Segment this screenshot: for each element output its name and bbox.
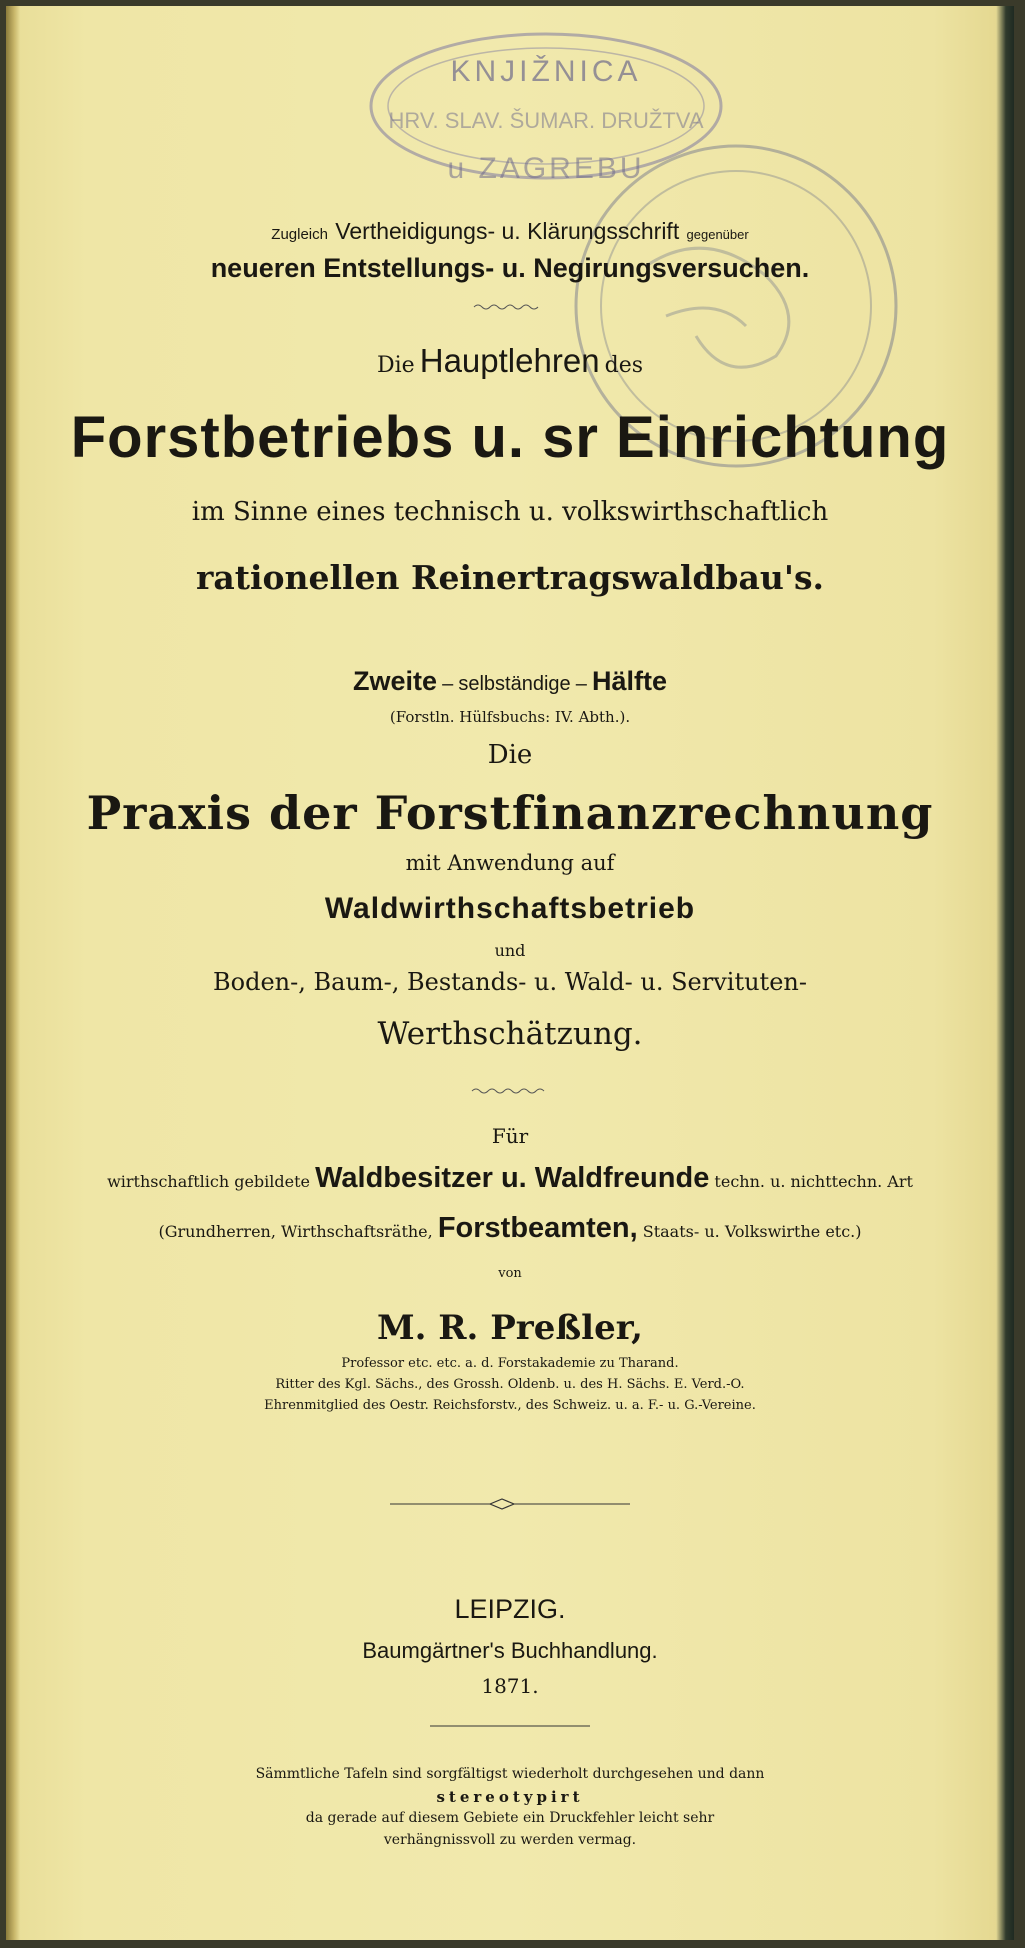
author-title-1: Professor etc. etc. a. d. Forstakademie zu Tharand. [341,1356,679,1371]
audience-post: techn. u. nichttechn. Art [714,1172,913,1191]
main-title-line-2: Forstbetriebs u. sr Einrichtung [70,405,950,470]
place: LEIPZIG. [454,1594,566,1624]
boden-line: Boden-, Baum-, Bestands- u. Wald- u. Servituten- [213,968,807,996]
subtitle-suffix: gegenüber [686,227,749,242]
audience2-post: Staats- u. Volkswirthe etc.) [642,1222,862,1241]
fuer-label: Für [491,1124,529,1148]
part-note: (Forstln. Hülfsbuchs: IV. Abth.). [389,708,631,726]
subtitle-main: Vertheidigungs- u. Klärungsschrift [335,218,680,244]
part-b: selbständige [458,673,571,695]
publisher: Baumgärtner's Buchhandlung. [362,1638,658,1663]
mit-anwendung: mit Anwendung auf [405,851,615,875]
von-label: von [498,1266,522,1281]
year: 1871. [481,1674,539,1698]
audience-line-2 [6,1212,1014,1245]
note-line-3: da gerade auf diesem Gebiete ein Druckfehler leicht sehr [305,1810,715,1826]
main-title-line-3: im Sinne eines technisch u. volkswirthschaftlich [191,497,829,527]
audience-main: Waldbesitzer u. Waldfreunde [315,1162,710,1194]
stamp-library-city: u ZAGREBU [447,152,645,185]
note-line-1: Sämmtliche Tafeln sind sorgfältigst wiederholt durchgesehen und dann [255,1766,765,1782]
ornament-squiggle-1 [472,302,542,312]
author-title-2: Ritter des Kgl. Sächs., des Grossh. Oldenb. u. des H. Sächs. E. Verd.-O. [275,1377,745,1392]
main-title-prefix: Die [376,353,415,378]
werthschaetzung: Werthschätzung. [377,1016,643,1052]
und-label: und [494,941,526,960]
audience-line-1 [6,1162,1014,1195]
die-label: Die [487,740,533,770]
stamp-library-text: KNJIŽNICA [450,55,642,88]
main-title-line-1 [6,342,1014,380]
audience-pre: wirthschaftlich gebildete [107,1172,311,1191]
subtitle-line-1 [6,218,1014,245]
waldwirthschaft: Waldwirthschaftsbetrieb [324,892,696,925]
title-page [6,6,1014,1940]
main-title-line-4: rationellen Reinertragswaldbau's. [195,558,825,597]
part-line [6,666,1014,697]
part-dash-2: – [575,673,587,695]
author-name: M. R. Preßler, [376,1308,643,1348]
subtitle-prefix: Zugleich [271,226,328,243]
rule-line [430,1724,590,1728]
audience2-pre: (Grundherren, Wirthschaftsräthe, [158,1222,433,1241]
main-title-suffix: des [604,353,644,378]
ornament-divider [390,1496,630,1512]
part-c: Hälfte [591,666,667,696]
subtitle-line-2: neueren Entstellungs- u. Negirungsversuchen. [210,253,810,283]
author-title-3: Ehrenmitglied des Oestr. Reichsforstv., des Schweiz. u. a. F.- u. G.-Vereine. [264,1398,756,1413]
ornament-squiggle-2 [470,1086,550,1096]
note-line-4: verhängnissvoll zu werden vermag. [383,1832,637,1848]
note-line-2: stereotypirt [436,1788,584,1806]
main-title-main: Hauptlehren [419,342,600,379]
part-a: Zweite [353,666,438,696]
part-dash-1: – [442,673,454,695]
stamp-library-sub: HRV. SLAV. ŠUMAR. DRUŽTVA [388,108,704,133]
praxis-title: Praxis der Forstfinanzrechnung [86,786,934,840]
audience2-main: Forstbeamten, [437,1212,638,1244]
